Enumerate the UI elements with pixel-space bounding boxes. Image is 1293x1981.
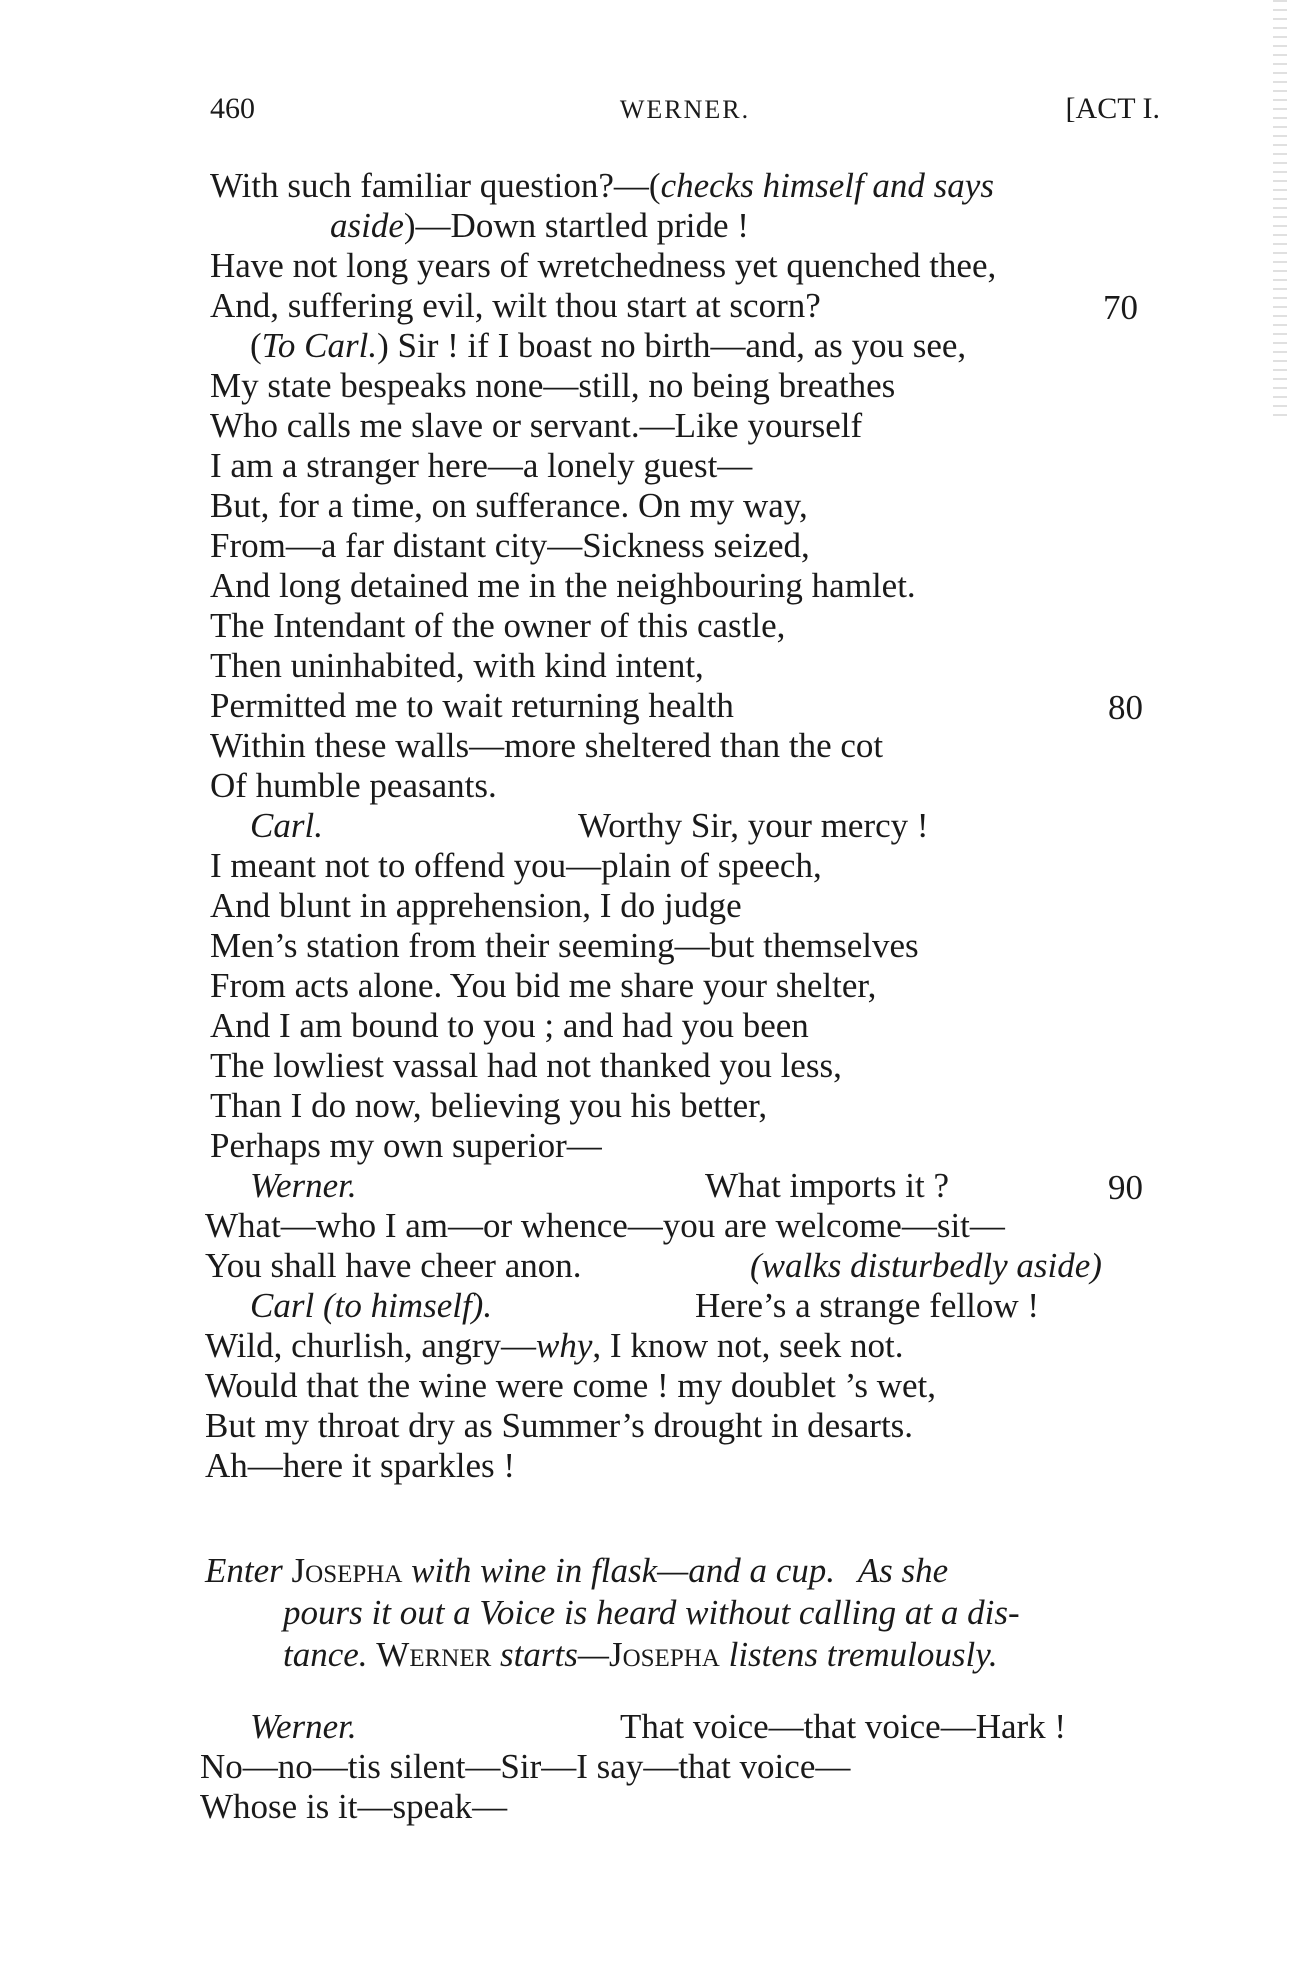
verse-line: And, suffering evil, wilt thou start at scorn? <box>210 286 821 325</box>
page-number: 460 <box>210 92 255 125</box>
scan-edge-marks <box>1273 0 1287 420</box>
verse-line: With such familiar question?—(checks himself and says <box>210 166 994 205</box>
direction-line: Enter Josepha with wine in flask—and a cup. As she <box>205 1551 949 1590</box>
line-number: 70 <box>1103 288 1138 327</box>
act-label: [ACT I. <box>1065 92 1160 125</box>
verse-line: Than I do now, believing you his better, <box>210 1086 768 1125</box>
verse-line: That voice—that voice—Hark ! <box>620 1707 1067 1746</box>
verse-line: From—a far distant city—Sickness seized, <box>210 526 810 565</box>
verse-line: (To Carl.) Sir ! if I boast no birth—and, as you see, <box>250 326 967 365</box>
line-number: 80 <box>1108 688 1143 727</box>
verse-line: Permitted me to wait returning health <box>210 686 734 725</box>
verse-line: Have not long years of wretchedness yet quenched thee, <box>210 246 997 285</box>
verse-line: Of humble peasants. <box>210 766 497 805</box>
page-header <box>210 92 1160 142</box>
stage-direction: checks himself and says <box>660 166 994 205</box>
speaker-name: Carl. <box>250 806 323 845</box>
stage-direction: (walks disturbedly aside) <box>750 1246 1102 1285</box>
stage-direction: aside <box>330 206 404 245</box>
line-number: 90 <box>1108 1168 1143 1207</box>
verse-line: Whose is it—speak— <box>200 1787 508 1826</box>
verse-line: The Intendant of the owner of this castle, <box>210 606 786 645</box>
direction-line: pours it out a Voice is heard without calling at a dis- <box>283 1593 1020 1632</box>
verse-line: You shall have cheer anon. <box>205 1246 582 1285</box>
verse-line: But my throat dry as Summer’s drought in desarts. <box>205 1406 914 1445</box>
verse-line: What—who I am—or whence—you are welcome—sit— <box>205 1206 1005 1245</box>
speaker-name: Werner. <box>250 1707 357 1746</box>
verse-line: No—no—tis silent—Sir—I say—that voice— <box>200 1747 851 1786</box>
verse-line: aside)—Down startled pride ! <box>330 206 749 245</box>
verse-line: Worthy Sir, your mercy ! <box>578 806 929 845</box>
verse-line: Here’s a strange fellow ! <box>695 1286 1040 1325</box>
verse-line: And long detained me in the neighbouring hamlet. <box>210 566 916 605</box>
verse-line: And blunt in apprehension, I do judge <box>210 886 742 925</box>
verse-line: And I am bound to you ; and had you been <box>210 1006 809 1045</box>
direction-line: tance. Werner starts—Josepha listens tremulously. <box>283 1635 998 1674</box>
verse-line: Perhaps my own superior— <box>210 1126 602 1165</box>
verse-line: Who calls me slave or servant.—Like yourself <box>210 406 863 445</box>
verse-line: I meant not to offend you—plain of speech, <box>210 846 822 885</box>
verse-line: Within these walls—more sheltered than the cot <box>210 726 884 765</box>
verse-line: Ah—here it sparkles ! <box>205 1446 516 1485</box>
verse-line: What imports it ? <box>705 1166 949 1205</box>
stage-direction-block <box>205 1550 1155 1676</box>
stage-direction: To Carl. <box>261 326 378 365</box>
verse-line: Wild, churlish, angry—why, I know not, seek not. <box>205 1326 904 1365</box>
verse-line: Men’s station from their seeming—but themselves <box>210 926 919 965</box>
speaker-name: Carl (to himself). <box>250 1286 493 1325</box>
verse-line: Then uninhabited, with kind intent, <box>210 646 704 685</box>
running-title: WERNER. <box>619 95 751 124</box>
verse-line: Would that the wine were come ! my doublet ’s wet, <box>205 1366 937 1405</box>
verse-line: From acts alone. You bid me share your shelter, <box>210 966 877 1005</box>
speaker-name: Werner. <box>250 1166 357 1205</box>
verse-line: But, for a time, on sufferance. On my way, <box>210 486 808 525</box>
verse-line: My state bespeaks none—still, no being breathes <box>210 366 896 405</box>
verse-line: The lowliest vassal had not thanked you less, <box>210 1046 842 1085</box>
verse-line: I am a stranger here—a lonely guest— <box>210 446 753 485</box>
